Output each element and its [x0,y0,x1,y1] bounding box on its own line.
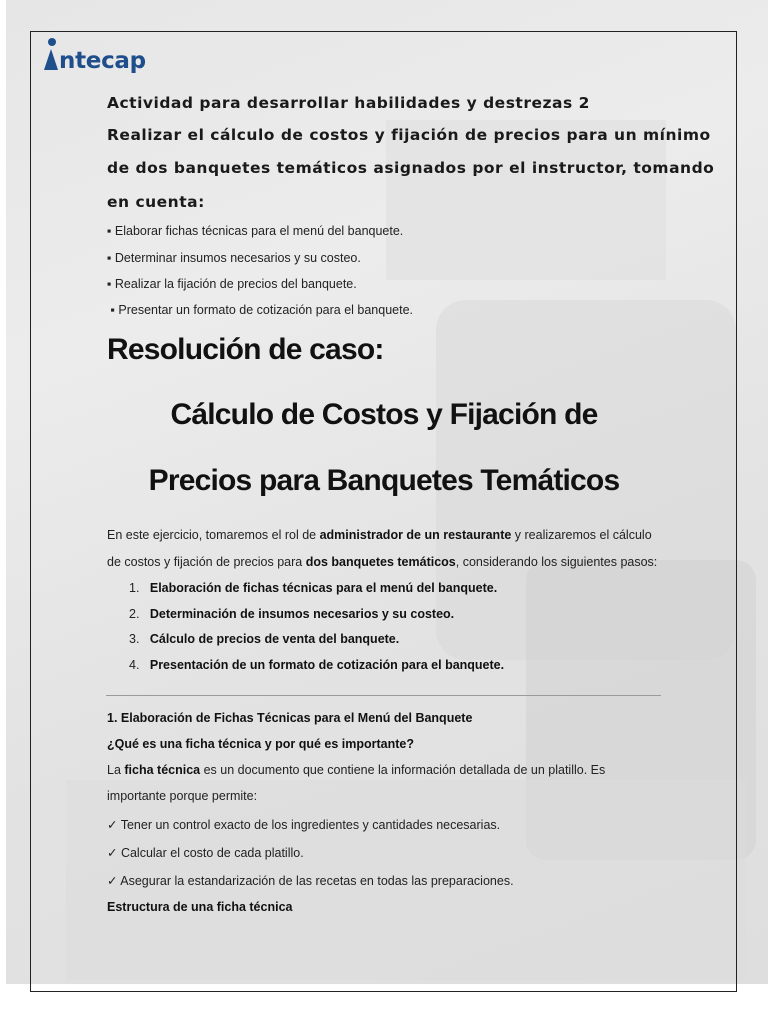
horizontal-divider [106,695,661,696]
activity-bullet: ▪ Determinar insumos necesarios y su costeo. [107,251,361,265]
intecap-logo [44,38,164,78]
step-item: 3. Cálculo de precios de venta del banquete. [129,632,400,646]
activity-bullet: ▪ Realizar la fijación de precios del banquete. [107,277,357,291]
activity-bullet: ▪ Presentar un formato de cotización para el banquete. [107,303,414,317]
check-item: ✓ Asegurar la estandarización de las recetas en todas las preparaciones. [107,874,514,888]
activity-bullet: ▪ Elaborar fichas técnicas para el menú del banquete. [107,224,404,238]
activity-line-4: en cuenta: [107,193,205,211]
step-item: 2. Determinación de insumos necesarios y su costeo. [129,607,455,621]
activity-line-2: Realizar el cálculo de costos y fijación de precios para un mínimo [107,126,711,144]
definition-line-1: La ficha técnica es un documento que contiene la información detallada de un platillo. Es [107,763,606,777]
structure-heading: Estructura de una ficha técnica [107,900,293,914]
intro-paragraph-line-2: de costos y fijación de precios para dos banquetes temáticos, considerando los siguientes pasos: [107,555,658,569]
activity-line-3: de dos banquetes temáticos asignados por el instructor, tomando [107,159,715,177]
main-title-line-1: Cálculo de Costos y Fijación de [170,398,598,431]
logo-person-icon [44,38,58,72]
intro-paragraph-line-1: En este ejercicio, tomaremos el rol de administrador de un restaurante y realizaremos el cálculo [107,528,652,542]
step-item: 1. Elaboración de fichas técnicas para el menú del banquete. [129,581,498,595]
section-1-title: 1. Elaboración de Fichas Técnicas para el Menú del Banquete [107,711,473,725]
definition-line-2: importante porque permite: [107,789,258,803]
intro-emphasis: administrador de un restaurante [319,528,512,542]
section-1-question: ¿Qué es una ficha técnica y por qué es importante? [107,737,415,751]
resolution-heading: Resolución de caso: [107,333,384,366]
check-item: ✓ Tener un control exacto de los ingredientes y cantidades necesarias. [107,818,501,832]
intro-emphasis: dos banquetes temáticos [305,555,456,569]
activity-line-1: Actividad para desarrollar habilidades y destrezas 2 [107,94,590,112]
definition-emphasis: ficha técnica [124,763,201,777]
step-item: 4. Presentación de un formato de cotización para el banquete. [129,658,505,672]
check-item: ✓ Calcular el costo de cada platillo. [107,846,304,860]
main-title-line-2: Precios para Banquetes Temáticos [148,464,620,497]
logo-text: ntecap [59,48,146,74]
